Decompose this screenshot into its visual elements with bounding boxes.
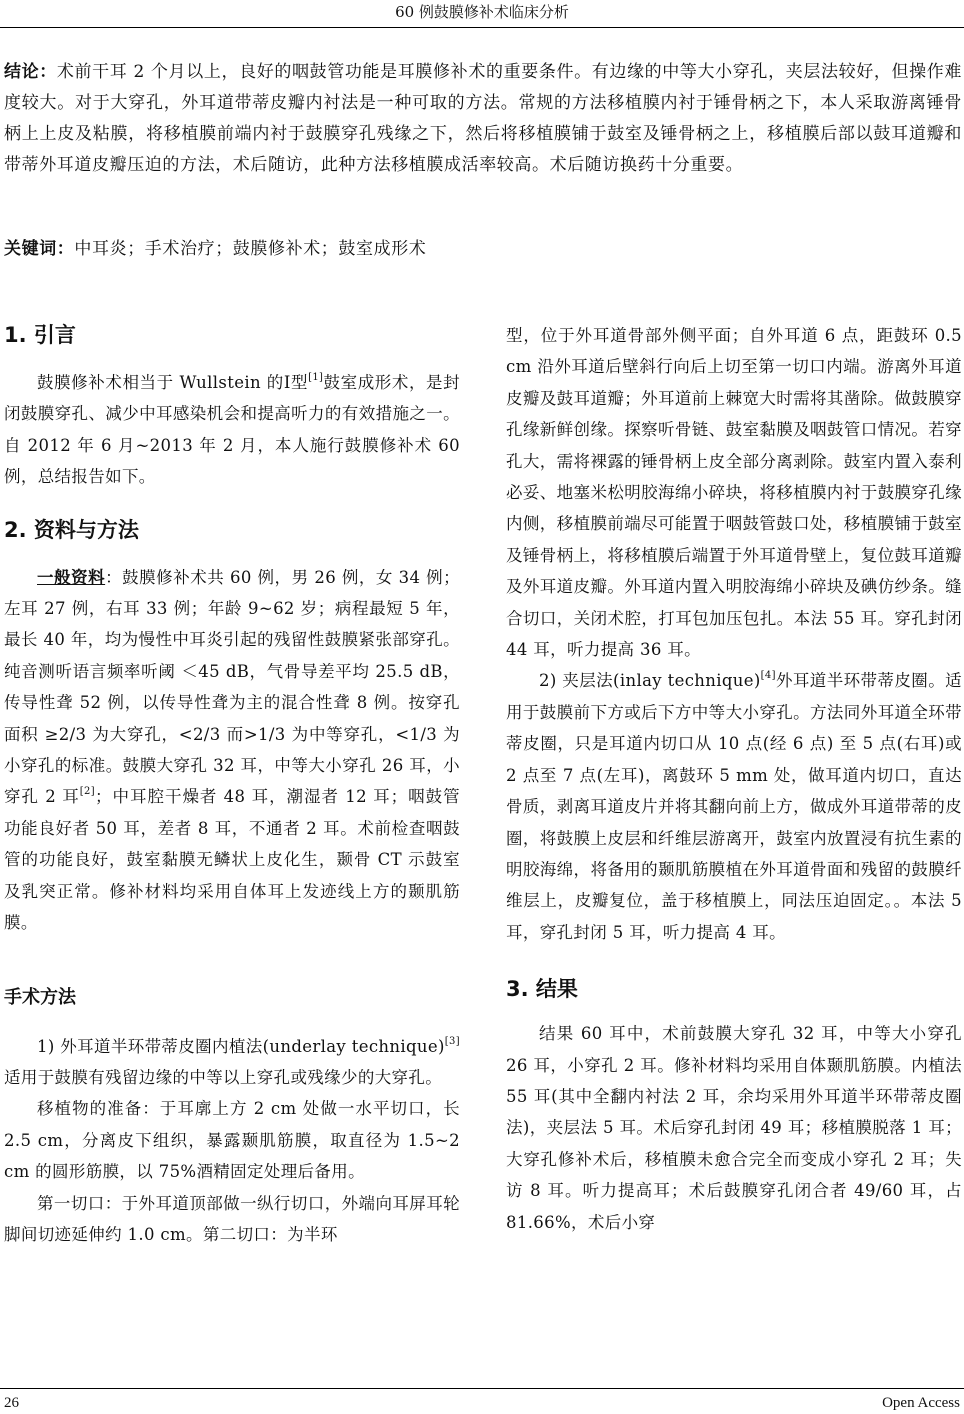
general-data-paragraph (4, 562, 460, 939)
citation-2: [2] (79, 786, 95, 798)
underlay-text-a: 1) 外耳道半环带蒂皮圈内植法(underlay technique) (37, 1036, 445, 1056)
conclusion-text: 术前干耳 2 个月以上，良好的咽鼓管功能是耳膜修补术的重要条件。有边缘的中等大小穿孔，夹层法较好，但操作难度较大。对于大穿孔，外耳道带蒂皮瓣内衬法是一种可取的方法。常规的方法移植膜内衬于锤骨柄之下，本人采取游离锤骨柄上上皮及粘膜，将移植膜前端内衬于鼓膜穿孔残缘之下，然后将移植膜铺于鼓室及锤骨柄之上，移植膜后部以鼓耳道瓣和带蒂外耳道皮瓣压迫的方法，术后随访，此种方法移植膜成活率较高。术后随访换药十分重要。 (4, 62, 962, 175)
running-header: 60 例鼓膜修补术临床分析 (395, 3, 569, 21)
header-rule (0, 27, 964, 28)
inlay-text-a: 2) 夹层法(inlay technique) (539, 671, 761, 691)
intro-text-b: 鼓室成形术，是封闭鼓膜穿孔、减少中耳感染机会和提高听力的有效措施之一。自 2012 年 6 月~2013 年 2 月，本人施行鼓膜修补术 60 例，总结报告如下。 (4, 373, 460, 487)
underlay-paragraph (4, 1031, 460, 1094)
citation-1: [1] (308, 372, 324, 383)
inlay-text-b: 外耳道半环带蒂皮圈。适用于鼓膜前下方或后下方中等大小穿孔。方法同外耳道全环带蒂皮圈，只是耳道内切口从 10 点(经 6 点) 至 5 点(右耳)或 2 点至 7 点(左耳)，离鼓环 5 mm 处，做耳道内切口，直达骨质，剥离耳道皮片并将其翻向前上方，做成外耳道带蒂的皮圈，将鼓膜上皮层和纤维层游离开，鼓室内放置浸有抗生素的明胶海绵，将备用的颞肌筋膜植在外耳道骨面和残留的鼓膜纤维层上，皮瓣复位，盖于移植膜上，同法压迫固定。。本法 5 耳，穿孔封闭 5 耳，听力提高 4 耳。 (506, 671, 962, 942)
inlay-paragraph (506, 665, 962, 948)
section-title-intro: 1. 引言 (4, 323, 76, 347)
left-column (4, 320, 460, 1250)
general-data-text-a: ：鼓膜修补术共 60 例，男 26 例，女 34 例；左耳 27 例，右耳 33 例；年龄 9~62 岁；病程最短 5 年，最长 40 年，均为慢性中耳炎引起的残留性鼓膜紧张部穿孔。纯音测听语言频率听阈 ＜45 dB，气骨导差平均 25.5 dB，传导性聋 52 例，以传导性聋为主的混合性聋 8 例。按穿孔面积 ≥2/3 为大穿孔，<2/3 而>1/3 为中等穿孔，<1/3 为小穿孔的标准。鼓膜大穿孔 32 耳，中等大小穿孔 26 耳，小穿孔 2 耳 (4, 567, 461, 807)
intro-text-a: 鼓膜修补术相当于 Wullstein 的Ⅰ型 (37, 373, 309, 392)
right-column (506, 320, 962, 1238)
subsection-title-surgery: 手术方法 (4, 986, 76, 1008)
citation-3: [3] (444, 1035, 460, 1047)
keywords-text: 中耳炎；手术治疗；鼓膜修补术；鼓室成形术 (74, 239, 427, 259)
abstract-conclusion (4, 57, 962, 181)
keywords-label: 关键词： (4, 239, 75, 259)
incision-continued-paragraph: 型，位于外耳道骨部外侧平面；自外耳道 6 点，距鼓环 0.5 cm 沿外耳道后壁斜行向后上切至第一切口内端。游离外耳道皮瓣及鼓耳道瓣；外耳道前上棘宽大时需将其凿除。做鼓膜穿孔缘新鲜创缘。探察听骨链、鼓室黏膜及咽鼓管口情况。若穿孔大，需将裸露的锤骨柄上皮全部分离剥除。鼓室内置入泰利必妥、地塞米松明胶海绵小碎块，将移植膜内衬于鼓膜穿孔缘内侧，移植膜前端尽可能置于咽鼓管鼓口处，移植膜铺于鼓室及锤骨柄上，将移植膜后端置于外耳道骨壁上，复位鼓耳道瓣及外耳道皮瓣。外耳道内置入明胶海绵小碎块及碘仿纱条。缝合切口，关闭术腔，打耳包加压包扎。本法 55 耳。穿孔封闭 44 耳，听力提高 36 耳。 (506, 326, 962, 660)
citation-4: [4] (760, 670, 776, 682)
graft-preparation-paragraph: 移植物的准备：于耳廓上方 2 cm 处做一水平切口，长 2.5 cm，分离皮下组织，暴露颞肌筋膜，取直径为 1.5~2 cm 的圆形筋膜，以 75%酒精固定处理后备用。 (4, 1099, 460, 1182)
intro-paragraph (4, 367, 460, 493)
underlay-text-b: 适用于鼓膜有残留边缘的中等以上穿孔或残缘少的大穿孔。 (4, 1067, 443, 1087)
publisher-label: Open Access (882, 1395, 960, 1411)
section-title-results: 3. 结果 (506, 977, 578, 1002)
conclusion-label: 结论： (4, 62, 57, 82)
section-title-methods: 2. 资料与方法 (4, 517, 139, 542)
page-number: 26 (4, 1395, 19, 1411)
results-paragraph: 结果 60 耳中，术前鼓膜大穿孔 32 耳，中等大小穿孔 26 耳，小穿孔 2 耳。修补材料均采用自体颞肌筋膜。内植法 55 耳(其中全翻内衬法 2 耳，余均采用外耳道半环带蒂皮圈法)，夹层法 5 耳。术后穿孔封闭 49 耳；移植膜脱落 1 耳；大穿孔修补术后，移植膜未愈合完全而变成小穿孔 2 耳；失访 8 耳。听力提高耳；术后鼓膜穿孔闭合者 49/60 耳，占 81.66%，术后小穿 (506, 1024, 962, 1232)
general-data-label: 一般资料 (37, 567, 106, 587)
keywords (4, 234, 962, 265)
first-incision-paragraph: 第一切口：于外耳道顶部做一纵行切口，外端向耳屏耳轮脚间切迹延伸约 1.0 cm。第二切口：为半环 (4, 1193, 460, 1244)
general-data-text-b: ；中耳腔干燥者 48 耳，潮湿者 12 耳；咽鼓管功能良好者 50 耳，差者 8 耳，不通者 2 耳。术前检查咽鼓管的功能良好，鼓室黏膜无鳞状上皮化生，颞骨 CT 示鼓室及乳突正常。修补材料均采用自体耳上发迹线上方的颞肌筋膜。 (4, 787, 460, 933)
footer-rule (0, 1388, 964, 1389)
